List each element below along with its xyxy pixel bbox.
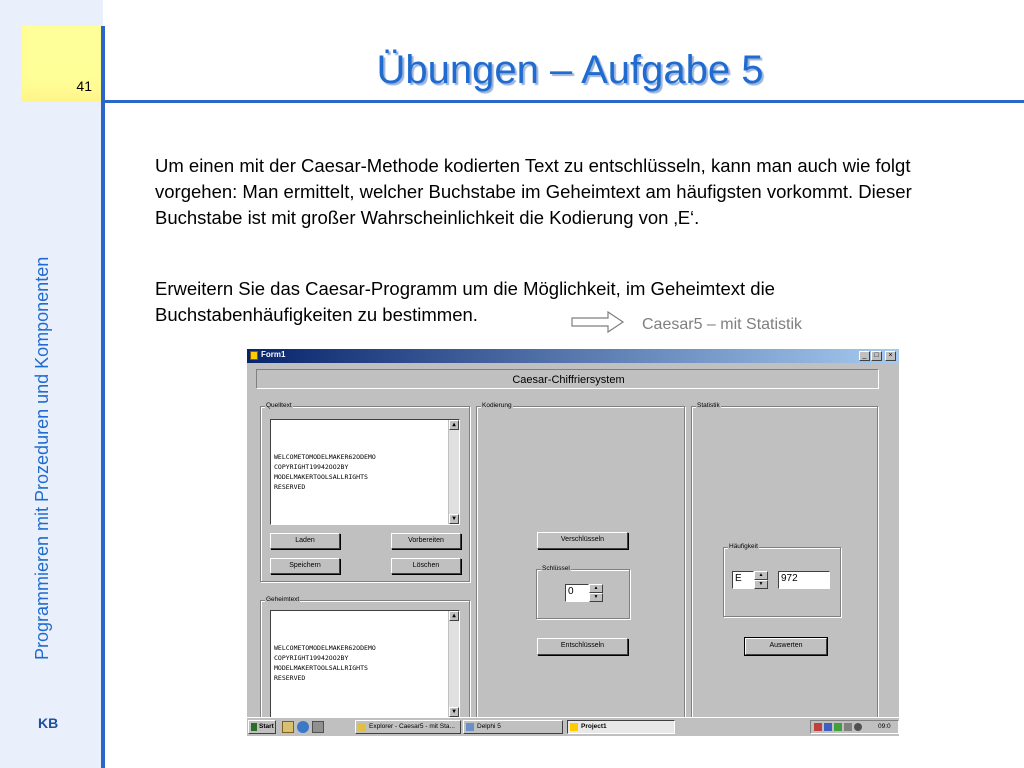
horizontal-divider [101, 100, 1024, 103]
tray-shield-icon[interactable] [824, 723, 832, 731]
laden-button[interactable]: Laden [270, 533, 340, 549]
task-explorer[interactable]: Explorer - Caesar5 - mit Sta... [355, 720, 461, 734]
entschluesseln-button[interactable]: Entschlüsseln [537, 638, 628, 655]
footer-logo: KB [38, 715, 59, 731]
schluessel-input[interactable]: 0 [565, 584, 589, 602]
scroll-down-icon[interactable]: ▼ [449, 514, 459, 524]
spin-down-icon[interactable]: ▼ [754, 580, 768, 589]
spin-up-icon[interactable]: ▲ [754, 571, 768, 580]
quelltext-memo[interactable] [270, 419, 460, 525]
taskbar [247, 717, 899, 736]
speichern-button[interactable]: Speichern [270, 558, 340, 574]
statistik-group [691, 402, 878, 730]
verschluesseln-button[interactable]: Verschlüsseln [537, 532, 628, 549]
windows-logo-icon [251, 723, 257, 731]
quelltext-scrollbar[interactable] [448, 420, 459, 524]
geheimtext-scrollbar[interactable] [448, 611, 459, 717]
header-title: Caesar-Chiffriersystem [512, 374, 625, 386]
loeschen-button[interactable]: Löschen [391, 558, 461, 574]
scroll-down-icon[interactable]: ▼ [449, 707, 459, 717]
scroll-up-icon[interactable]: ▲ [449, 420, 459, 430]
paragraph-1: Um einen mit der Caesar-Methode kodierten Text zu entschlüsseln, kann man auch wie folgt vorgehen: Man ermittelt, welcher Buchstabe im Geheimtext am häufigsten vorkommt. Dieser Buchstabe ist mit großer Wahrscheinlichkeit die Kodierung von ‚E‘. [155, 155, 912, 228]
spin-up-icon[interactable]: ▲ [589, 584, 603, 593]
delphi-icon [466, 723, 474, 731]
project-icon [570, 723, 578, 731]
page-number: 41 [76, 78, 92, 94]
start-button[interactable]: Start [248, 720, 276, 734]
minimize-button[interactable]: _ [859, 351, 870, 361]
quelltext-label: Quelltext [266, 402, 292, 409]
kodierung-label: Kodierung [482, 402, 512, 409]
quicklaunch-channels-icon[interactable] [312, 721, 324, 733]
geheimtext-memo[interactable] [270, 610, 460, 718]
kodierung-group [476, 402, 685, 730]
tray-clock[interactable]: 09:0 [878, 723, 891, 730]
close-button[interactable]: × [885, 351, 896, 361]
haeufigkeit-group [723, 543, 841, 617]
tray-printer-icon[interactable] [844, 723, 852, 731]
schluessel-label: Schlüssel [542, 565, 570, 572]
statistik-label: Statistik [697, 402, 720, 409]
vorbereiten-button[interactable]: Vorbereiten [391, 533, 461, 549]
tray-clock-icon[interactable] [854, 723, 862, 731]
app-window [247, 349, 899, 736]
quicklaunch-desktop-icon[interactable] [282, 721, 294, 733]
sidebar-course-title: Programmieren mit Prozeduren und Komponenten [32, 256, 52, 660]
tray-volume-icon[interactable] [814, 723, 822, 731]
haeufigkeit-label: Häufigkeit [729, 543, 758, 550]
letter-input[interactable]: E [732, 571, 754, 589]
task-project1[interactable]: Project1 [567, 720, 675, 734]
maximize-button[interactable]: □ [871, 351, 882, 361]
header-panel [256, 369, 879, 389]
reference-label[interactable]: Caesar5 – mit Statistik [642, 316, 803, 333]
geheimtext-label: Geheimtext [266, 596, 300, 603]
geheimtext-content: WELCOMETOMODELMAKER62ODEMO COPYRIGHT19942OO2BY MODELMAKERTOOLSALLRIGHTS RESERVED [274, 644, 376, 682]
quicklaunch-browser-icon[interactable] [297, 721, 309, 733]
quelltext-group [260, 402, 470, 582]
letter-spinner[interactable] [754, 571, 768, 589]
scroll-up-icon[interactable]: ▲ [449, 611, 459, 621]
app-icon [250, 351, 258, 360]
slide-title: Übungen – Aufgabe 5 [376, 48, 764, 92]
auswerten-button[interactable]: Auswerten [745, 638, 827, 655]
geheimtext-group [260, 596, 470, 730]
schluessel-spinner[interactable] [589, 584, 603, 602]
vertical-divider [101, 26, 105, 768]
arrow-right-icon [570, 310, 625, 334]
task-delphi[interactable]: Delphi 5 [463, 720, 563, 734]
tray-network-icon[interactable] [834, 723, 842, 731]
folder-icon [358, 723, 366, 731]
window-titlebar[interactable] [247, 349, 899, 363]
quelltext-content: WELCOMETOMODELMAKER62ODEMO COPYRIGHT19942OO2BY MODELMAKERTOOLSALLRIGHTS RESERVED [274, 453, 376, 491]
window-title: Form1 [261, 350, 286, 359]
system-tray [810, 720, 899, 734]
paragraph-2: Erweitern Sie das Caesar-Programm um die Möglichkeit, im Geheimtext die Buchstabenhäufigkeiten zu bestimmen. [155, 278, 775, 325]
schluessel-group [536, 565, 630, 619]
count-output: 972 [778, 571, 830, 589]
spin-down-icon[interactable]: ▼ [589, 593, 603, 602]
